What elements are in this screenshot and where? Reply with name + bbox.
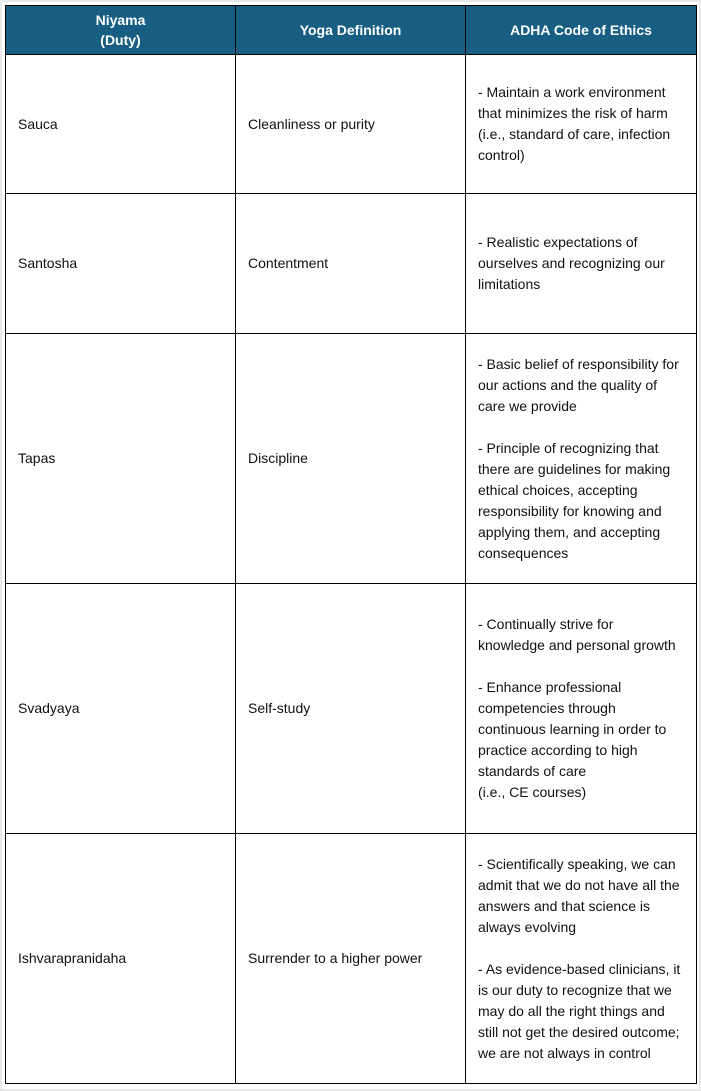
header-niyama: Niyama (Duty) <box>6 6 236 55</box>
table-row <box>6 334 697 584</box>
ethics-paragraph: - Scientifically speaking, we can admit that we do not have all the answers and that science is always evolving <box>478 855 680 935</box>
definition-cell: Contentment <box>236 194 466 334</box>
definition-cell: Cleanliness or purity <box>236 55 466 194</box>
ethics-cell <box>466 834 697 1084</box>
table-row <box>6 55 697 194</box>
ethics-cell <box>466 194 697 334</box>
niyama-cell: Tapas <box>6 334 236 584</box>
ethics-paragraph: - Enhance professional competencies through continuous learning in order to practice according to high standards of care (i.e., CE courses) <box>478 679 667 800</box>
niyama-cell: Sauca <box>6 55 236 194</box>
table-row <box>6 194 697 334</box>
ethics-cell <box>466 55 697 194</box>
ethics-paragraph: - Basic belief of responsibility for our actions and the quality of care we provide <box>478 355 679 414</box>
header-row <box>6 6 697 55</box>
definition-cell: Self-study <box>236 584 466 834</box>
niyama-cell: Ishvarapranidaha <box>6 834 236 1084</box>
ethics-paragraph: - Continually strive for knowledge and personal growth <box>478 616 676 653</box>
ethics-paragraph: - As evidence-based clinicians, it is our duty to recognize that we may do all the right things and still not get the desired outcome; we are not always in control <box>478 960 681 1061</box>
niyama-cell: Santosha <box>6 194 236 334</box>
ethics-paragraph: - Realistic expectations of ourselves and recognizing our limitations <box>478 234 665 292</box>
ethics-cell <box>466 584 697 834</box>
niyama-cell: Svadyaya <box>6 584 236 834</box>
definition-cell: Discipline <box>236 334 466 584</box>
table-row <box>6 834 697 1084</box>
header-yoga-definition: Yoga Definition <box>236 6 466 55</box>
table-row <box>6 584 697 834</box>
header-adha-ethics: ADHA Code of Ethics <box>466 6 697 55</box>
ethics-cell <box>466 334 697 584</box>
definition-cell: Surrender to a higher power <box>236 834 466 1084</box>
niyama-ethics-table <box>5 5 697 1084</box>
ethics-paragraph: - Principle of recognizing that there are guidelines for making ethical choices, accepting responsibility for knowing and applying them, and accepting consequences <box>478 439 671 561</box>
ethics-paragraph: - Maintain a work environment that minimizes the risk of harm (i.e., standard of care, infection control) <box>478 84 671 163</box>
